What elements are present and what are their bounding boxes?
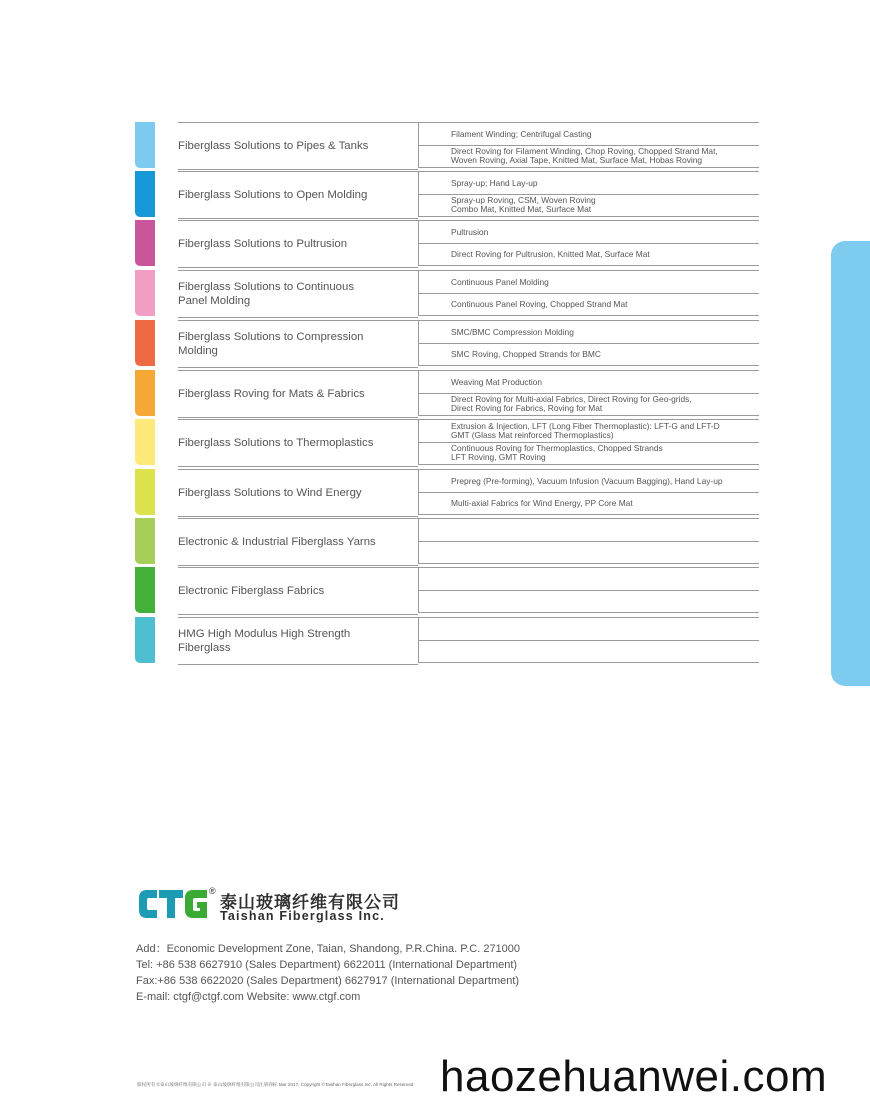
row-products-text: Direct Roving for Multi-axial Fabrics, Direct Roving for Geo-grids, Direct Roving for Fabrics, Roving for Mat bbox=[451, 394, 692, 413]
table-row bbox=[135, 617, 759, 663]
row-title-text: Fiberglass Solutions to Thermoplastics bbox=[178, 437, 374, 449]
row-title-text: Fiberglass Solutions to Continuous Panel Molding bbox=[178, 281, 355, 307]
row-process-cell bbox=[419, 370, 759, 394]
company-name-chinese: 泰山玻璃纤维有限公司 bbox=[220, 893, 400, 912]
row-title-text: Electronic Fiberglass Fabrics bbox=[178, 585, 325, 597]
watermark-text: haozehuanwei.com bbox=[436, 1052, 831, 1102]
row-process-text: Spray-up; Hand Lay-up bbox=[451, 177, 538, 188]
row-products-cell bbox=[419, 442, 759, 465]
row-color-swatch bbox=[135, 419, 155, 465]
row-title bbox=[178, 270, 418, 318]
row-process-cell bbox=[419, 469, 759, 493]
tel-line: Tel: +86 538 6627910 (Sales Department) 6622011 (International Department) bbox=[136, 959, 518, 971]
row-products-text bbox=[451, 640, 771, 662]
row-color-swatch bbox=[135, 270, 155, 316]
row-process-text bbox=[451, 568, 771, 590]
row-products-cell bbox=[419, 590, 759, 613]
company-name-english: Taishan Fiberglass Inc. bbox=[220, 909, 385, 923]
row-title-text: Fiberglass Solutions to Wind Energy bbox=[178, 487, 362, 499]
row-process-text: Weaving Mat Production bbox=[451, 376, 543, 387]
table-row bbox=[135, 469, 759, 515]
row-products-cell bbox=[419, 541, 759, 564]
table-row bbox=[135, 518, 759, 564]
row-process-cell bbox=[419, 419, 759, 443]
row-title-text: Fiberglass Solutions to Open Molding bbox=[178, 189, 368, 201]
row-title bbox=[178, 370, 418, 418]
row-process-text: Filament Winding; Centrifugal Casting bbox=[451, 128, 592, 139]
row-products-cell bbox=[419, 293, 759, 316]
row-products-text bbox=[451, 590, 771, 612]
row-products-text: Continuous Roving for Thermoplastics, Chopped Strands LFT Roving, GMT Roving bbox=[451, 443, 663, 462]
row-title-text: Fiberglass Solutions to Pultrusion bbox=[178, 238, 348, 250]
row-process-cell bbox=[419, 617, 759, 641]
table-row bbox=[135, 567, 759, 613]
row-title bbox=[178, 122, 418, 170]
row-process-cell bbox=[419, 567, 759, 591]
row-process-cell bbox=[419, 518, 759, 542]
row-title bbox=[178, 320, 418, 368]
row-color-swatch bbox=[135, 518, 155, 564]
row-products-cell bbox=[419, 194, 759, 217]
row-title bbox=[178, 171, 418, 219]
row-products-cell bbox=[419, 243, 759, 266]
registered-mark: ® bbox=[209, 886, 216, 896]
row-title-text: HMG High Modulus High Strength Fiberglass bbox=[178, 628, 351, 654]
row-color-swatch bbox=[135, 370, 155, 416]
row-products-text bbox=[451, 541, 771, 563]
row-process-text bbox=[451, 519, 771, 541]
ctg-logo-icon bbox=[137, 888, 209, 920]
row-title-text: Fiberglass Solutions to Pipes & Tanks bbox=[178, 140, 369, 152]
row-color-swatch bbox=[135, 567, 155, 613]
row-color-swatch bbox=[135, 220, 155, 266]
row-title-text: Fiberglass Solutions to Compression Molding bbox=[178, 331, 364, 357]
table-row bbox=[135, 171, 759, 217]
row-title bbox=[178, 220, 418, 268]
table-row bbox=[135, 370, 759, 416]
row-products-text: Multi-axial Fabrics for Wind Energy, PP Core Mat bbox=[451, 497, 633, 508]
row-products-cell bbox=[419, 145, 759, 168]
address-line: Add：Economic Development Zone, Taian, Shandong, P.R.China. P.C. 271000 bbox=[136, 943, 521, 955]
row-process-text: Extrusion & Injection, LFT (Long Fiber Thermoplastic): LFT-G and LFT-D GMT (Glass Mat reinforced Thermoplastics) bbox=[451, 421, 720, 440]
row-title bbox=[178, 419, 418, 467]
row-products-text: Continuous Panel Roving, Chopped Strand Mat bbox=[451, 298, 628, 309]
row-title-text: Electronic & Industrial Fiberglass Yarns bbox=[178, 536, 376, 548]
row-products-text: Direct Roving for Filament Winding, Chop Roving, Chopped Strand Mat, Woven Roving, Axial Tape, Knitted Mat, Surface Mat, Hobas Roving bbox=[451, 146, 718, 165]
fax-line: Fax:+86 538 6622020 (Sales Department) 6627917 (International Department) bbox=[136, 975, 520, 987]
table-row bbox=[135, 320, 759, 366]
table-row bbox=[135, 419, 759, 465]
row-process-text: Pultrusion bbox=[451, 226, 489, 237]
row-title bbox=[178, 617, 418, 665]
side-tab bbox=[831, 241, 870, 686]
row-color-swatch bbox=[135, 320, 155, 366]
row-color-swatch bbox=[135, 617, 155, 663]
row-process-text bbox=[451, 618, 771, 640]
row-process-text: Prepreg (Pre-forming), Vacuum Infusion (Vacuum Bagging), Hand Lay-up bbox=[451, 475, 723, 486]
row-color-swatch bbox=[135, 122, 155, 168]
table-row bbox=[135, 270, 759, 316]
row-products-cell bbox=[419, 640, 759, 663]
row-process-cell bbox=[419, 220, 759, 244]
row-products-cell bbox=[419, 492, 759, 515]
row-process-text: Continuous Panel Molding bbox=[451, 276, 549, 287]
row-products-text: SMC Roving, Chopped Strands for BMC bbox=[451, 348, 601, 359]
row-products-text: Spray-up Roving, CSM, Woven Roving Combo Mat, Knitted Mat, Surface Mat bbox=[451, 195, 596, 214]
row-products-cell bbox=[419, 343, 759, 366]
row-color-swatch bbox=[135, 171, 155, 217]
row-process-cell bbox=[419, 320, 759, 344]
row-title bbox=[178, 567, 418, 615]
row-process-text: SMC/BMC Compression Molding bbox=[451, 326, 574, 337]
row-products-text: Direct Roving for Pultrusion, Knitted Mat, Surface Mat bbox=[451, 248, 650, 259]
row-process-cell bbox=[419, 171, 759, 195]
row-title bbox=[178, 469, 418, 517]
row-process-cell bbox=[419, 270, 759, 294]
table-row bbox=[135, 220, 759, 266]
contact-info bbox=[136, 941, 520, 1005]
email-website-line: E-mail: ctgf@ctgf.com Website: www.ctgf.com bbox=[136, 991, 361, 1003]
table-row bbox=[135, 122, 759, 168]
row-title bbox=[178, 518, 418, 566]
row-title-text: Fiberglass Roving for Mats & Fabrics bbox=[178, 388, 365, 400]
row-process-cell bbox=[419, 122, 759, 146]
copyright-footer: 版权所有 ©泰山玻璃纤维有限公司 ⊕ 泰山玻璃纤维有限公司注册商标 Mar 2017, Copyright ©Taishan Fiberglass Inc. All Rights Reserved bbox=[137, 1082, 414, 1087]
row-color-swatch bbox=[135, 469, 155, 515]
row-products-cell bbox=[419, 393, 759, 416]
